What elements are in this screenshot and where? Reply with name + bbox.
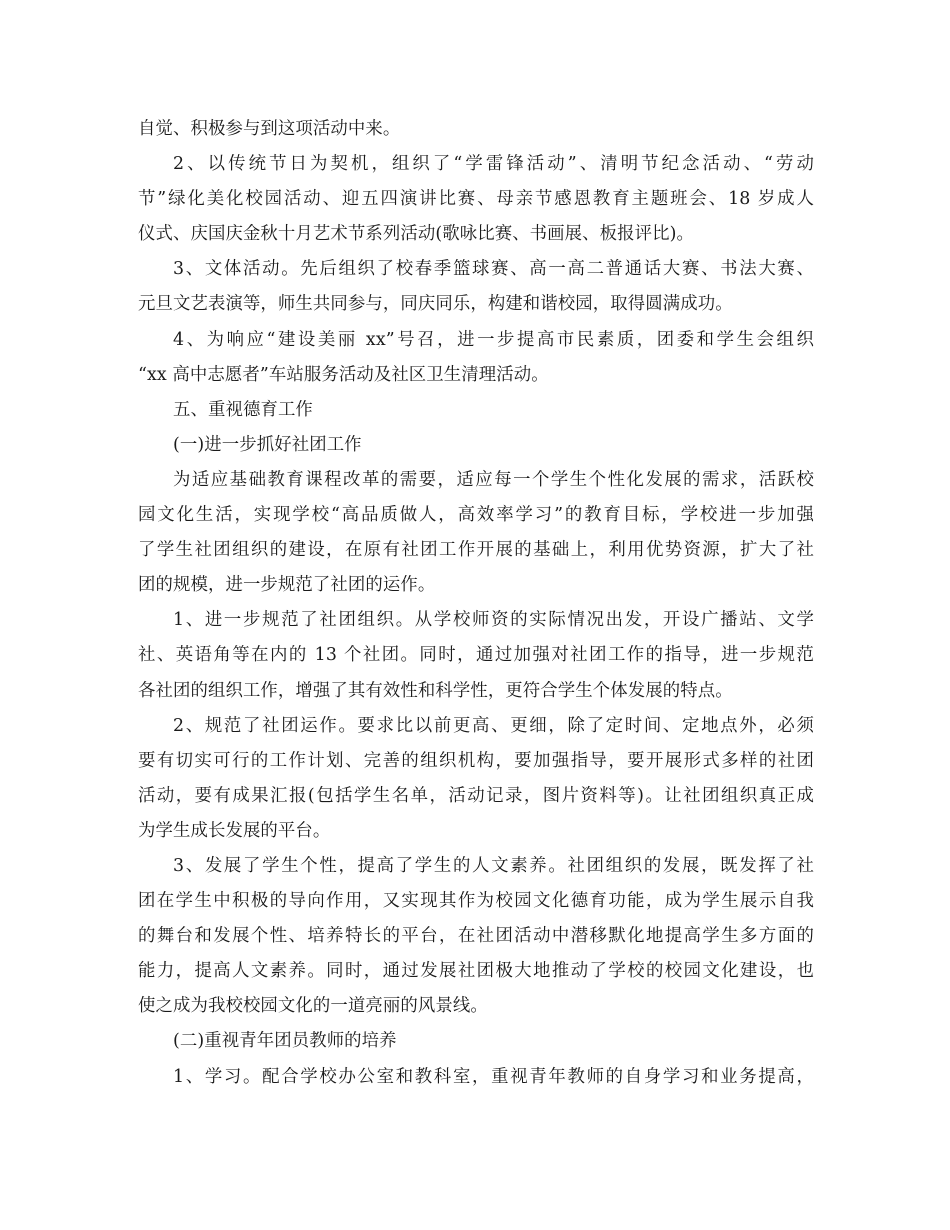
text-line: (二)重视青年团员教师的培养 bbox=[173, 1031, 397, 1052]
text-line: 为适应基础教育课程改革的需要，适应每一个学生个性化发展的需求，活跃校 bbox=[173, 469, 814, 490]
text-line: 了学生社团组织的建设，在原有社团工作开展的基础上，利用优势资源，扩大了社 bbox=[138, 540, 814, 561]
document-page bbox=[138, 112, 814, 1095]
text-line: 元旦文艺表演等，师生共同参与，同庆同乐，构建和谐校园，取得圆满成功。 bbox=[138, 294, 733, 315]
text-line: 1、进一步规范了社团组织。从学校师资的实际情况出发，开设广播站、文学 bbox=[173, 610, 814, 631]
text-line: 能力，提高人文素养。同时，通过发展社团极大地推动了学校的校园文化建设，也 bbox=[138, 961, 814, 982]
text-line: 3、文体活动。先后组织了校春季篮球赛、高一高二普通话大赛、书法大赛、 bbox=[173, 259, 814, 280]
text-line: 团在学生中积极的导向作用，又实现其作为校园文化德育功能，成为学生展示自我 bbox=[138, 891, 814, 912]
text-line: 活动，要有成果汇报(包括学生名单，活动记录，图片资料等)。让社团组织真正成 bbox=[138, 785, 814, 806]
text-line: 社、英语角等在内的 13 个社团。同时，通过加强对社团工作的指导，进一步规范 bbox=[138, 645, 814, 666]
text-line: 2、规范了社团运作。要求比以前更高、更细，除了定时间、定地点外，必须 bbox=[173, 715, 814, 736]
text-line: 团的规模，进一步规范了社团的运作。 bbox=[138, 575, 436, 596]
text-line: 要有切实可行的工作计划、完善的组织机构，要加强指导，要开展形式多样的社团 bbox=[138, 750, 814, 771]
text-line: 为学生成长发展的平台。 bbox=[138, 820, 331, 841]
text-line: 使之成为我校校园文化的一道亮丽的风景线。 bbox=[138, 996, 488, 1017]
text-line: 4、为响应“建设美丽 xx”号召，进一步提高市民素质，团委和学生会组织 bbox=[173, 329, 814, 350]
text-line: 2、以传统节日为契机，组织了“学雷锋活动”、清明节纪念活动、“劳动 bbox=[173, 154, 814, 175]
text-line: (一)进一步抓好社团工作 bbox=[173, 434, 362, 455]
text-line: 仪式、庆国庆金秋十月艺术节系列活动(歌咏比赛、书画展、板报评比)。 bbox=[138, 224, 694, 245]
text-line: 园文化生活，实现学校“高品质做人，高效率学习”的教育目标，学校进一步加强 bbox=[138, 505, 814, 526]
text-line: 各社团的组织工作，增强了其有效性和科学性，更符合学生个体发展的特点。 bbox=[138, 680, 733, 701]
text-line: 3、发展了学生个性，提高了学生的人文素养。社团组织的发展，既发挥了社 bbox=[173, 855, 814, 876]
text-line: 的舞台和发展个性、培养特长的平台，在社团活动中潜移默化地提高学生多方面的 bbox=[138, 926, 814, 947]
text-line: 节”绿化美化校园活动、迎五四演讲比赛、母亲节感恩教育主题班会、18 岁成人 bbox=[138, 189, 814, 210]
text-line: “xx 高中志愿者”车站服务活动及社区卫生清理活动。 bbox=[138, 364, 549, 385]
text-line: 五、重视德育工作 bbox=[173, 399, 313, 420]
text-line: 1、学习。配合学校办公室和教科室，重视青年教师的自身学习和业务提高， bbox=[173, 1066, 814, 1087]
text-line: 自觉、积极参与到这项活动中来。 bbox=[138, 119, 401, 139]
